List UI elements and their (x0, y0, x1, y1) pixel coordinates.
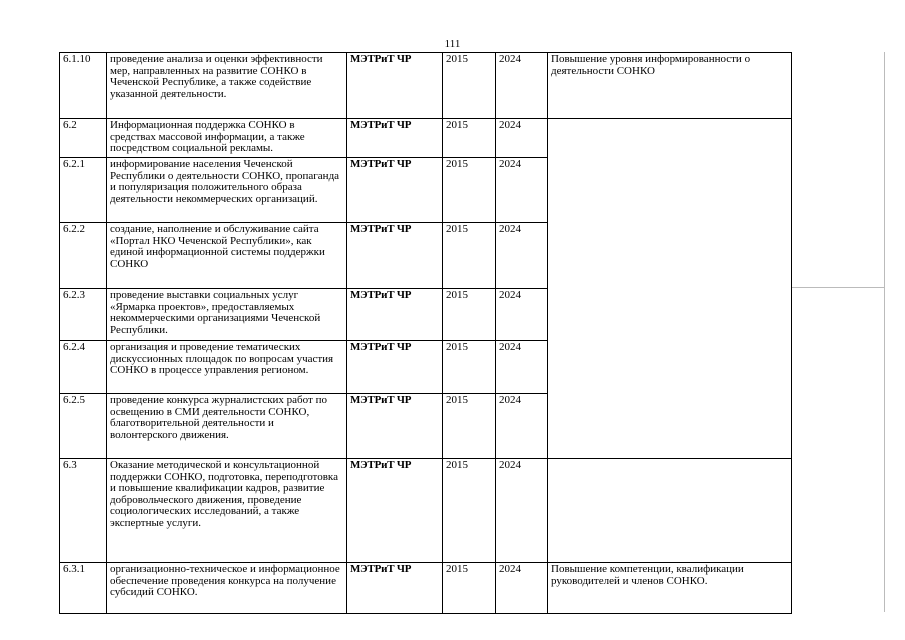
row-start-year: 2015 (443, 158, 496, 223)
row-number: 6.2.2 (60, 223, 107, 289)
row-result-merged (548, 119, 792, 459)
row-executor: МЭТРиТ ЧР (347, 119, 443, 158)
row-executor: МЭТРиТ ЧР (347, 53, 443, 119)
row-description: проведение анализа и оценки эффективности мер, направленных на развитие СОНКО в Чеченской Республике, а также содействие указанной деятельности. (107, 53, 347, 119)
row-executor: МЭТРиТ ЧР (347, 459, 443, 563)
row-end-year: 2024 (496, 341, 548, 394)
row-executor: МЭТРиТ ЧР (347, 341, 443, 394)
row-description: проведение конкурса журналистских работ по освещению в СМИ деятельности СОНКО, благотворительной деятельности и волонтерского движения. (107, 394, 347, 459)
row-end-year: 2024 (496, 289, 548, 341)
row-number: 6.2.1 (60, 158, 107, 223)
table-row (60, 563, 792, 614)
row-executor: МЭТРиТ ЧР (347, 223, 443, 289)
row-executor: МЭТРиТ ЧР (347, 158, 443, 223)
row-end-year: 2024 (496, 119, 548, 158)
page-right-border (884, 52, 885, 612)
row-end-year: 2024 (496, 563, 548, 614)
row-number: 6.2.5 (60, 394, 107, 459)
row-description: создание, наполнение и обслуживание сайта «Портал НКО Чеченской Республики», как единой информационной системы поддержки СОНКО (107, 223, 347, 289)
row-description: организационно-техническое и информационное обеспечение проведения конкурса на получение субсидий СОНКО. (107, 563, 347, 614)
row-start-year: 2015 (443, 394, 496, 459)
row-number: 6.2.3 (60, 289, 107, 341)
row-executor: МЭТРиТ ЧР (347, 394, 443, 459)
row-start-year: 2015 (443, 563, 496, 614)
row-end-year: 2024 (496, 223, 548, 289)
row-executor: МЭТРиТ ЧР (347, 563, 443, 614)
row-end-year: 2024 (496, 158, 548, 223)
row-result: Повышение компетенции, квалификации руководителей и членов СОНКО. (548, 563, 792, 614)
row-result: Повышение уровня информированности о деятельности СОНКО (548, 53, 792, 119)
row-end-year: 2024 (496, 459, 548, 563)
row-start-year: 2015 (443, 341, 496, 394)
table-row (60, 53, 792, 119)
row-description: информирование населения Чеченской Республики о деятельности СОНКО, пропаганда и популяризация положительного образа деятельности некоммерческих организаций. (107, 158, 347, 223)
row-result (548, 459, 792, 563)
row-description: Оказание методической и консультационной поддержки СОНКО, подготовка, переподготовка и повышение квалификации кадров, развитие добровольческого движения, проведение социологических исследований, а также экспертные услуги. (107, 459, 347, 563)
row-description: организация и проведение тематических дискуссионных площадок по вопросам участия СОНКО в процессе управления регионом. (107, 341, 347, 394)
row-number: 6.2.4 (60, 341, 107, 394)
row-start-year: 2015 (443, 53, 496, 119)
row-description: проведение выставки социальных услуг «Ярмарка проектов», предоставляемых некоммерческими организациями Чеченской Республики. (107, 289, 347, 341)
table-row (60, 459, 792, 563)
row-number: 6.3.1 (60, 563, 107, 614)
row-executor: МЭТРиТ ЧР (347, 289, 443, 341)
row-end-year: 2024 (496, 53, 548, 119)
row-start-year: 2015 (443, 119, 496, 158)
table-row (60, 119, 792, 158)
row-number: 6.3 (60, 459, 107, 563)
row-end-year: 2024 (496, 394, 548, 459)
row-start-year: 2015 (443, 459, 496, 563)
row-number: 6.2 (60, 119, 107, 158)
row-start-year: 2015 (443, 289, 496, 341)
row-description: Информационная поддержка СОНКО в средствах массовой информации, а также посредством социальной рекламы. (107, 119, 347, 158)
page-right-rule (792, 287, 885, 288)
measures-table (59, 52, 792, 614)
row-number: 6.1.10 (60, 53, 107, 119)
row-start-year: 2015 (443, 223, 496, 289)
page-number: 111 (444, 38, 461, 50)
